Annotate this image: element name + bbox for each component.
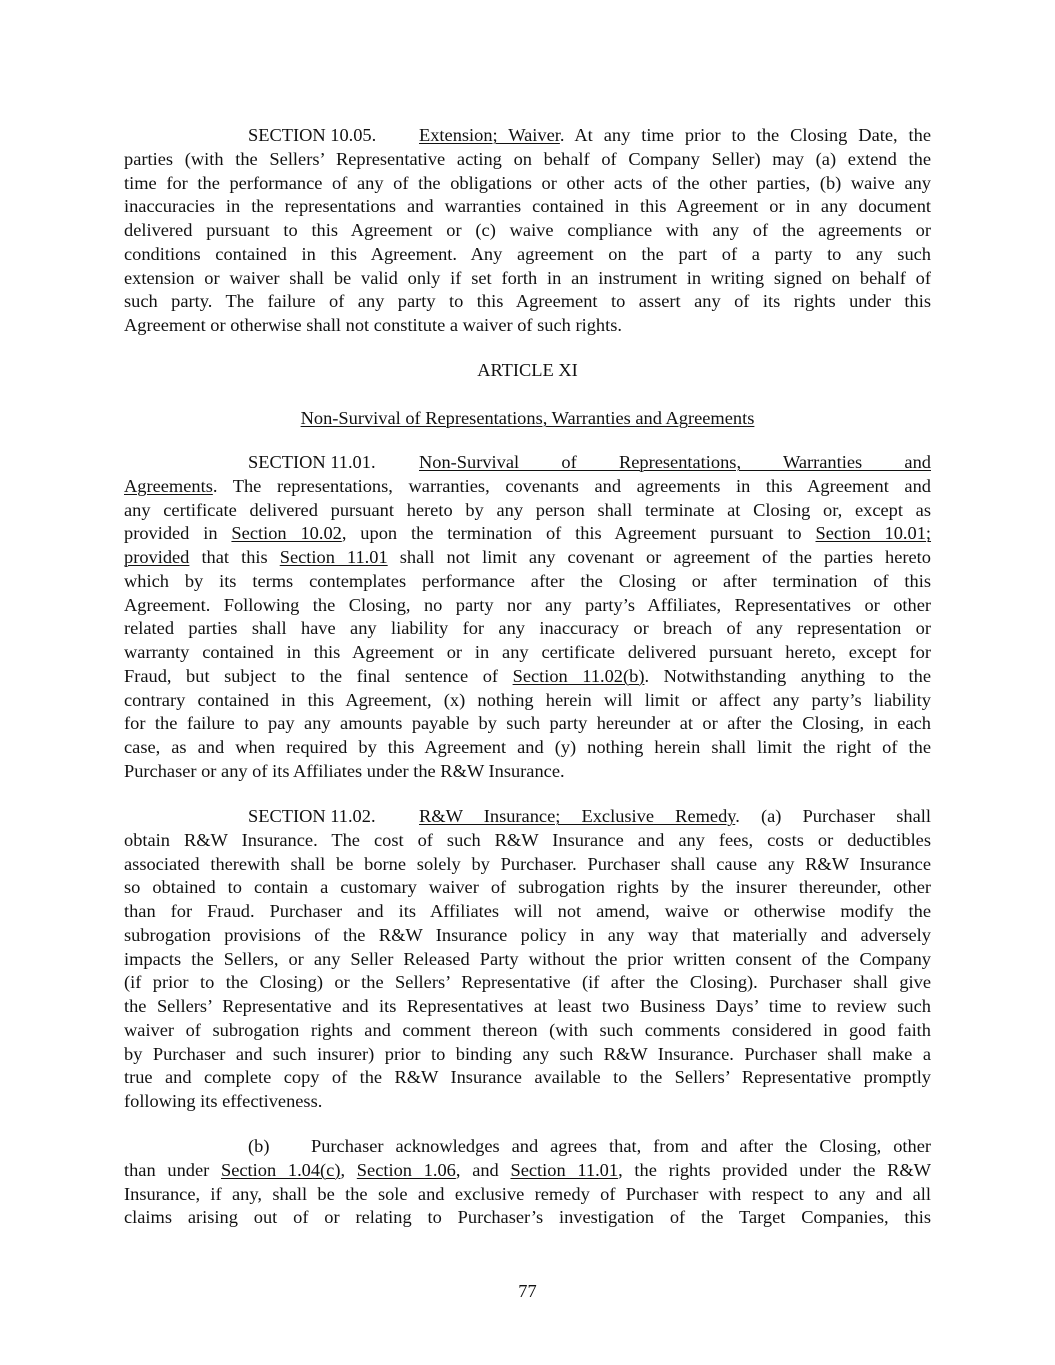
underlined-reference: Agreements (124, 475, 213, 496)
text-line (124, 617, 931, 641)
text-segment: following its effectiveness. (124, 1091, 323, 1111)
text-segment: by Purchaser and such insurer) prior to binding any such R&W Insurance. Purchaser shall make a (124, 1043, 931, 1064)
text-line (124, 195, 931, 219)
text-line (124, 267, 931, 291)
text-line (124, 924, 931, 948)
text-segment: , (340, 1159, 357, 1180)
text-segment: case, as and when required by this Agreement and (y) nothing herein shall limit the right of the (124, 737, 931, 757)
text-segment: impacts the Sellers, or any Seller Released Party without the prior written consent of the Company (124, 948, 931, 969)
text-segment: Purchaser acknowledges and agrees that, from and after the Closing, other (311, 1136, 931, 1156)
text-segment: such party. The failure of any party to this Agreement to assert any of its rights under this (124, 291, 931, 312)
underlined-reference: Section 10.01; (815, 523, 932, 544)
page-number: 77 (518, 1281, 537, 1301)
text-segment: associated therewith shall be borne solely by Purchaser. Purchaser shall cause any R&W Insurance (124, 853, 931, 874)
section-label: (b) (248, 1136, 270, 1156)
text-segment: claims arising out of or relating to Purchaser’s investigation of the Target Companies, this (124, 1207, 931, 1228)
text-line (124, 641, 931, 665)
underlined-reference: Section 10.02 (231, 523, 342, 544)
article-title: Non-Survival of Representations, Warranties and Agreements (300, 408, 755, 428)
underlined-reference: Non-Survival of Representations, Warranties and (419, 452, 931, 472)
text-line (124, 712, 931, 736)
text-line (124, 1090, 931, 1114)
text-line (124, 995, 931, 1019)
underlined-reference: Section 11.02(b) (512, 665, 645, 686)
text-line (124, 243, 931, 267)
text-segment: Agreement or otherwise shall not constitute a waiver of such rights. (124, 315, 622, 335)
text-segment: conditions contained in this Agreement. Any agreement on the part of a party to any such (124, 243, 931, 264)
text-line (124, 665, 931, 689)
underlined-reference: Section 1.04(c) (220, 1159, 341, 1180)
text-segment: subrogation provisions of the R&W Insurance policy in any way that materially and adversely (124, 924, 931, 945)
text-line (124, 948, 931, 972)
text-segment: provided in (124, 523, 232, 544)
text-line (124, 1019, 931, 1043)
text-line (124, 760, 931, 784)
text-segment: the Sellers’ Representative and its Representatives at least two Business Days’ time to review such (124, 996, 931, 1016)
text-segment: shall not limit any covenant or agreement of the parties hereto (387, 547, 931, 567)
underlined-reference: Extension; Waiver (419, 125, 560, 145)
text-line (124, 876, 931, 900)
text-segment: . The representations, warranties, covenants and agreements in this Agreement and (212, 475, 931, 496)
underlined-reference: Section 1.06 (356, 1159, 456, 1180)
text-line (124, 522, 931, 546)
underlined-reference: Section 11.01 (279, 547, 388, 567)
text-segment: . At any time prior to the Closing Date, the (559, 125, 931, 145)
text-segment: time for the performance of any of the obligations or other acts of the other parties, (b) waive any (124, 172, 931, 193)
text-segment: than for Fraud. Purchaser and its Affiliates will not amend, waive or otherwise modify the (124, 901, 931, 921)
article-number: ARTICLE XI (477, 360, 578, 380)
underlined-reference: R&W Insurance; Exclusive Remedy (419, 806, 736, 826)
text-segment: . (a) Purchaser shall (735, 806, 931, 826)
text-segment: Agreement. Following the Closing, no party nor any party’s Affiliates, Representatives or other (124, 594, 931, 615)
text-segment: , and (455, 1159, 511, 1180)
text-segment: Purchaser or any of its Affiliates under the R&W Insurance. (124, 760, 565, 781)
text-segment: that this (189, 547, 280, 567)
text-line (124, 853, 931, 877)
text-line (124, 689, 931, 713)
text-line (124, 1066, 931, 1090)
text-segment: which by its terms contemplates performance after the Closing or after termination of this (124, 570, 931, 591)
text-line (124, 900, 931, 924)
text-segment: warranty contained in this Agreement or in any certificate delivered pursuant hereto, except for (124, 642, 931, 662)
text-segment: Insurance, if any, shall be the sole and exclusive remedy of Purchaser with respect to any and all (124, 1183, 931, 1204)
text-line (124, 172, 931, 196)
text-line (124, 971, 931, 995)
text-line (124, 1135, 931, 1159)
text-segment: inaccuracies in the representations and warranties contained in this Agreement or in any document (124, 196, 931, 217)
text-line (124, 475, 931, 499)
section-label: SECTION 10.05. (248, 125, 377, 145)
text-line (124, 290, 931, 314)
text-segment: , the rights provided under the R&W (618, 1159, 932, 1180)
text-line (124, 829, 931, 853)
text-segment: so obtained to contain a customary waiver of subrogation rights by the insurer thereunder, other (124, 877, 931, 898)
section-11-01-paragraph (124, 451, 931, 784)
text-segment: than under (124, 1159, 221, 1180)
underlined-reference: provided (124, 547, 190, 567)
text-segment: for the failure to pay any amounts payable by such party hereunder at or after the Closing, in each (124, 713, 931, 734)
text-line (124, 1183, 931, 1207)
text-line (124, 1159, 931, 1183)
text-line (124, 1043, 931, 1067)
text-segment: , upon the termination of this Agreement pursuant to (341, 523, 816, 544)
text-segment: true and complete copy of the R&W Insurance available to the Sellers’ Representative promptly (124, 1067, 931, 1088)
text-line (124, 148, 931, 172)
text-segment: obtain R&W Insurance. The cost of such R&W Insurance and any fees, costs or deductibles (124, 829, 931, 850)
section-11-02-paragraph (124, 805, 931, 1114)
text-line (124, 546, 931, 570)
section-label: SECTION 11.02. (248, 806, 376, 826)
text-segment: parties (with the Sellers’ Representative acting on behalf of Company Seller) may (a) extend the (124, 148, 931, 169)
text-segment: . Notwithstanding anything to the (644, 665, 931, 686)
section-label: SECTION 11.01. (248, 452, 376, 472)
section-10-05-paragraph (124, 124, 931, 338)
text-segment: waiver of subrogation rights and comment thereon (with such comments considered in good faith (124, 1019, 931, 1040)
text-line (124, 499, 931, 523)
text-line (124, 1206, 931, 1230)
section-11-02-b-paragraph (124, 1135, 931, 1230)
text-segment: extension or waiver shall be valid only if set forth in an instrument in writing signed on behalf of (124, 267, 931, 288)
text-line (124, 736, 931, 760)
text-segment: contrary contained in this Agreement, (x) nothing herein will limit or affect any party’s liability (124, 689, 931, 710)
text-line (124, 219, 931, 243)
text-segment: related parties shall have any liability for any inaccuracy or breach of any representation or (124, 618, 931, 639)
text-line (124, 570, 931, 594)
text-segment: delivered pursuant to this Agreement or (c) waive compliance with any of the agreements or (124, 220, 931, 240)
text-line (124, 124, 931, 148)
text-line (124, 451, 931, 475)
text-line (124, 805, 931, 829)
text-segment: Fraud, but subject to the final sentence of (124, 665, 513, 686)
text-segment: (if prior to the Closing) or the Sellers’ Representative (if after the Closing). Purchaser shall give (124, 972, 931, 993)
underlined-reference: Section 11.01 (510, 1159, 619, 1180)
text-segment: any certificate delivered pursuant hereto by any person shall terminate at Closing or, except as (124, 499, 931, 520)
text-line (124, 314, 931, 338)
text-line (124, 594, 931, 618)
